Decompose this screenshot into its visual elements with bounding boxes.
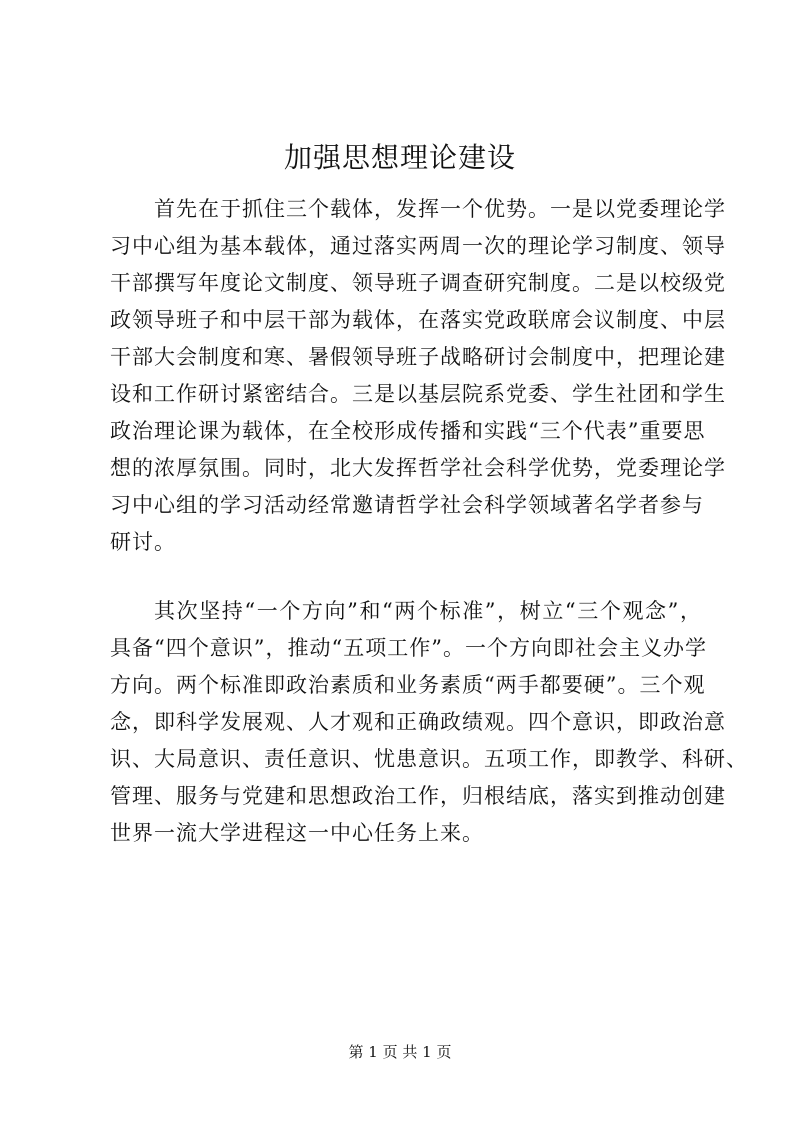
paragraph-1 xyxy=(110,191,726,561)
paragraph-line: 念，即科学发展观、人才观和正确政绩观。四个意识，即政治意 xyxy=(110,710,726,734)
paragraph-line: 识、大局意识、责任意识、忧患意识。五项工作，即教学、科研、 xyxy=(110,747,748,771)
paragraph-line: 首先在于抓住三个载体，发挥一个优势。一是以党委理论学 xyxy=(154,197,726,221)
paragraph-line: 习中心组为基本载体，通过落实两周一次的理论学习制度、领导 xyxy=(110,234,726,258)
paragraph-line: 政领导班子和中层干部为载体，在落实党政联席会议制度、中层 xyxy=(110,308,726,332)
paragraph-line: 设和工作研讨紧密结合。三是以基层院系党委、学生社团和学生 xyxy=(110,382,726,406)
paragraph-line: 其次坚持“一个方向”和“两个标准”，树立“三个观念”， xyxy=(154,599,702,623)
paragraph-line: 方向。两个标准即政治素质和业务素质“两手都要硬”。三个观 xyxy=(110,673,706,697)
paragraph-2 xyxy=(110,593,748,852)
paragraph-line: 习中心组的学习活动经常邀请哲学社会科学领域著名学者参与 xyxy=(110,493,704,517)
paragraph-line: 想的浓厚氛围。同时，北大发挥哲学社会科学优势，党委理论学 xyxy=(110,456,726,480)
paragraph-line: 管理、服务与党建和思想政治工作，归根结底，落实到推动创建 xyxy=(110,784,726,808)
paragraph-line: 研讨。 xyxy=(110,530,176,554)
paragraph-line: 具备“四个意识”，推动“五项工作”。一个方向即社会主义办学 xyxy=(110,636,707,660)
paragraph-line: 世界一流大学进程这一中心任务上来。 xyxy=(110,821,484,845)
paragraph-line: 政治理论课为载体，在全校形成传播和实践“三个代表”重要思 xyxy=(110,419,706,443)
page-footer: 第 1 页 共 1 页 xyxy=(348,1043,452,1061)
document-title: 加强思想理论建设 xyxy=(283,141,516,174)
paragraph-line: 干部大会制度和寒、暑假领导班子战略研讨会制度中，把理论建 xyxy=(110,345,726,369)
paragraph-line: 干部撰写年度论文制度、领导班子调查研究制度。二是以校级党 xyxy=(110,271,726,295)
